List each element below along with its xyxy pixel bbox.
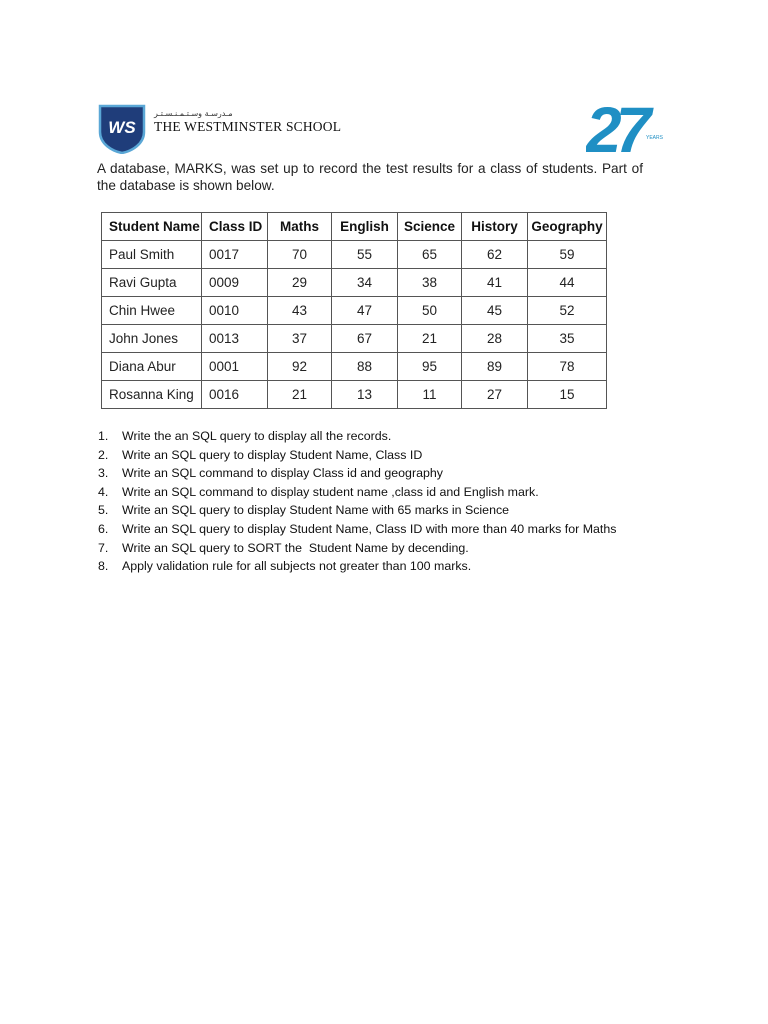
table-cell: 89 [462, 353, 528, 381]
question-list [98, 427, 616, 576]
marks-table [101, 212, 607, 409]
question-item [98, 539, 616, 558]
table-row [102, 269, 607, 297]
table-cell: 27 [462, 381, 528, 409]
table-cell: 35 [528, 325, 607, 353]
question-text: Apply validation rule for all subjects not greater than 100 marks. [122, 559, 472, 574]
table-cell: 65 [398, 241, 462, 269]
question-number: 3. [98, 466, 109, 481]
question-text: Write an SQL command to display Class id and geography [122, 466, 443, 481]
table-cell: 47 [332, 297, 398, 325]
question-number: 5. [98, 503, 109, 518]
column-header: History [462, 213, 528, 241]
question-item [98, 446, 616, 465]
table-cell: 62 [462, 241, 528, 269]
table-cell: Paul Smith [102, 241, 202, 269]
table-cell: 44 [528, 269, 607, 297]
table-cell: 78 [528, 353, 607, 381]
question-number: 4. [98, 484, 109, 499]
question-item [98, 427, 616, 446]
question-text: Write the an SQL query to display all the records. [122, 429, 392, 443]
logo-text: WS [108, 118, 136, 137]
table-row [102, 325, 607, 353]
table-cell: 59 [528, 241, 607, 269]
table-row [102, 297, 607, 325]
table-cell: Rosanna King [102, 381, 202, 409]
question-text: Write an SQL query to display Student Name with 65 marks in Science [122, 503, 510, 518]
table-cell: 88 [332, 353, 398, 381]
table-cell: 37 [268, 325, 332, 353]
anniversary-label: YEARS [646, 135, 663, 141]
question-text: Write an SQL query to display Student Name, Class ID [122, 447, 423, 462]
table-cell: 13 [332, 381, 398, 409]
school-name-arabic: مـدرسـة وسـتـمـنـسـتـر [154, 109, 233, 118]
table-cell: 34 [332, 269, 398, 297]
table-cell: 55 [332, 241, 398, 269]
question-number: 7. [98, 540, 109, 555]
question-item [98, 557, 616, 576]
table-cell: 92 [268, 353, 332, 381]
school-name: THE WESTMINSTER SCHOOL [154, 119, 342, 134]
table-cell: 67 [332, 325, 398, 353]
table-cell: 0010 [202, 297, 268, 325]
question-text: Write an SQL query to SORT the Student Name by decending. [122, 540, 469, 555]
table-cell: 70 [268, 241, 332, 269]
column-header: Class ID [202, 213, 268, 241]
table-cell: 0001 [202, 353, 268, 381]
question-number: 8. [98, 559, 109, 574]
table-cell: 0009 [202, 269, 268, 297]
table-row [102, 381, 607, 409]
table-cell: 43 [268, 297, 332, 325]
column-header: Geography [528, 213, 607, 241]
intro-paragraph: A database, MARKS, was set up to record the test results for a class of students. Part of the database is shown below. [97, 161, 643, 193]
table-cell: 45 [462, 297, 528, 325]
question-number: 6. [98, 521, 109, 536]
table-row [102, 241, 607, 269]
table-cell: 11 [398, 381, 462, 409]
table-cell: 41 [462, 269, 528, 297]
column-header: Student Name [102, 213, 202, 241]
table-row [102, 353, 607, 381]
table-cell: 29 [268, 269, 332, 297]
question-item [98, 464, 616, 483]
anniversary-27-years-logo [586, 94, 666, 158]
table-cell: 21 [268, 381, 332, 409]
table-cell: 0013 [202, 325, 268, 353]
table-cell: John Jones [102, 325, 202, 353]
question-number: 2. [98, 447, 109, 462]
anniversary-number: 27 [586, 94, 646, 158]
table-cell: Diana Abur [102, 353, 202, 381]
table-cell: 50 [398, 297, 462, 325]
school-shield-logo [98, 104, 146, 154]
column-header: English [332, 213, 398, 241]
question-number: 1. [98, 429, 109, 443]
column-header: Maths [268, 213, 332, 241]
table-cell: 28 [462, 325, 528, 353]
school-name-block [154, 108, 341, 135]
table-cell: 95 [398, 353, 462, 381]
document-header [98, 96, 668, 162]
question-item [98, 501, 616, 520]
question-item [98, 520, 616, 539]
table-cell: 52 [528, 297, 607, 325]
column-header: Science [398, 213, 462, 241]
table-header-row [102, 213, 607, 241]
table-cell: 21 [398, 325, 462, 353]
table-cell: 38 [398, 269, 462, 297]
question-text: Write an SQL query to display Student Name, Class ID with more than 40 marks for Maths [122, 521, 617, 536]
table-cell: 0016 [202, 381, 268, 409]
question-item [98, 483, 616, 502]
table-cell: 0017 [202, 241, 268, 269]
table-cell: Ravi Gupta [102, 269, 202, 297]
question-text: Write an SQL command to display student name ,class id and English mark. [122, 484, 539, 499]
table-cell: Chin Hwee [102, 297, 202, 325]
table-cell: 15 [528, 381, 607, 409]
